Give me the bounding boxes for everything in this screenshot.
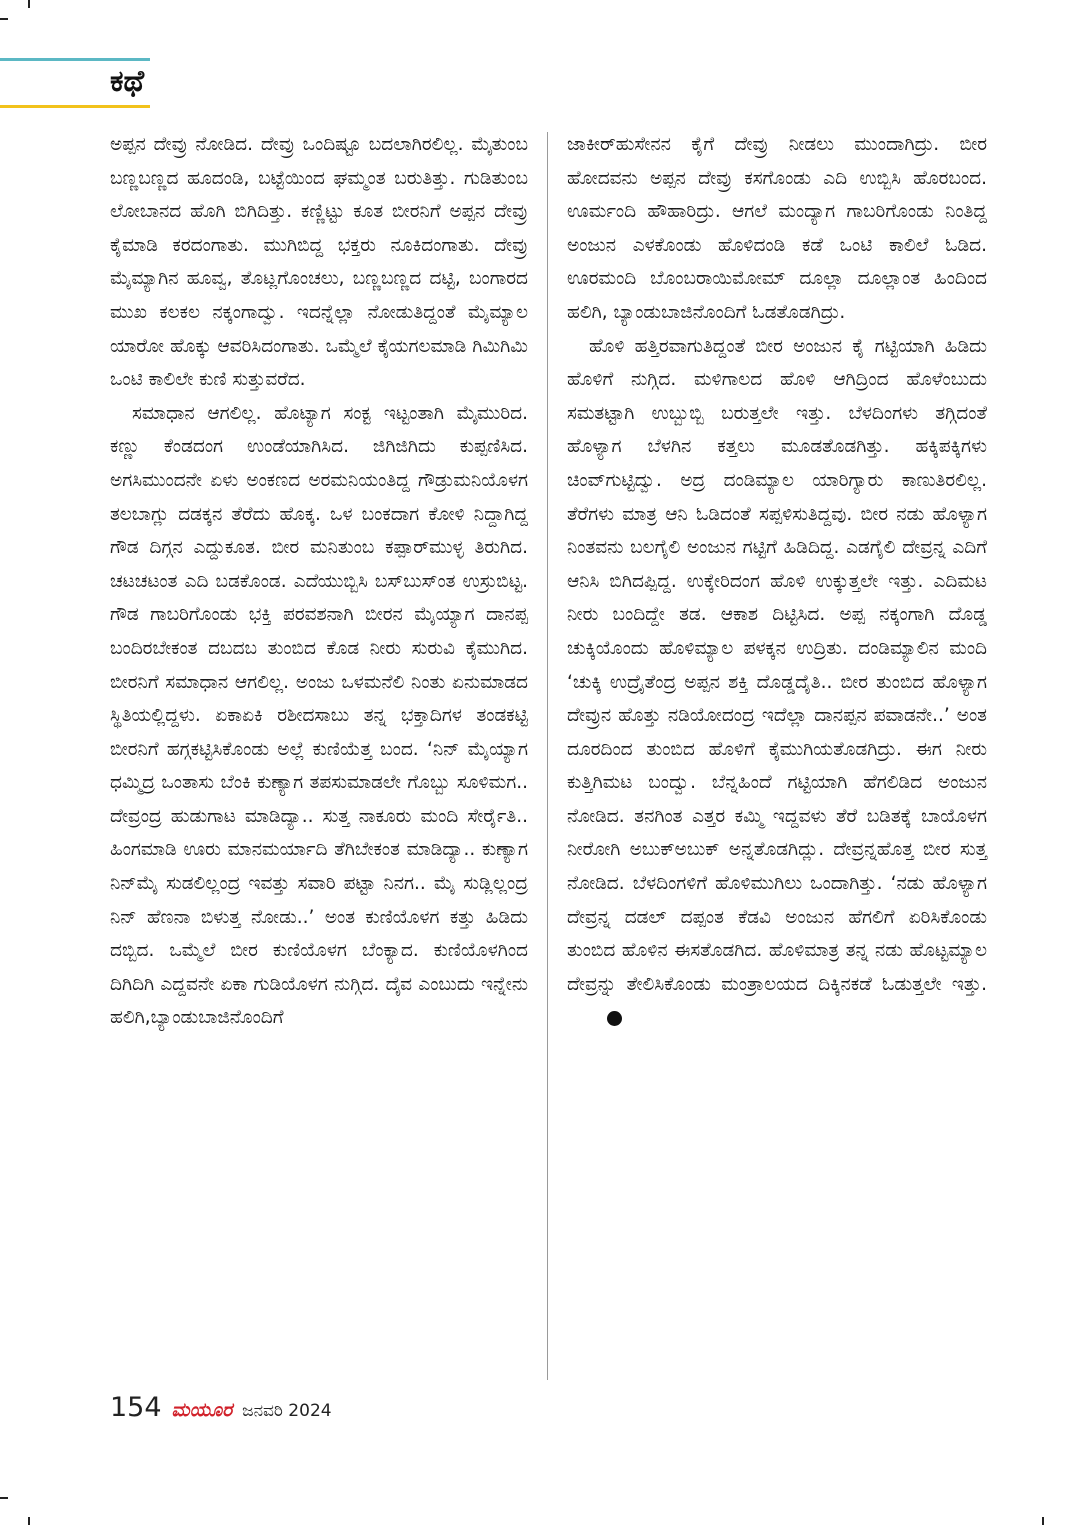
page-footer xyxy=(110,1392,332,1428)
section-title: ಕಥೆ xyxy=(110,64,145,99)
crop-mark xyxy=(28,0,30,8)
right-paragraph-2-text: ಹೊಳಿ ಹತ್ತಿರವಾಗುತಿದ್ದಂತೆ ಬೀರ ಅಂಜುನ ಕೈ ಗಟ್ಟಿಯಾಗಿ ಹಿಡಿದು ಹೊಳಿಗೆ ನುಗ್ಗಿದ. ಮಳಿಗಾಲದ ಹೊಳಿ ಆಗಿದ್ರಿಂದ ಹೊಳೆಂಬುದು ಸಮತಟ್ಟಾಗಿ ಉಬ್ಬುಬ್ಬಿ ಬರುತ್ತಲೇ ಇತ್ತು. ಬೆಳದಿಂಗಳು ತಗ್ಗಿದಂತೆ ಹೊಳ್ಯಾಗ ಬೆಳಗಿನ ಕತ್ತಲು ಮೂಡತೊಡಗಿತ್ತು. ಹಕ್ಕಿಪಕ್ಕಿಗಳು ಚಿಂವ್‌ಗುಟ್ಟಿದ್ವು. ಅದ್ರ ದಂಡಿಮ್ಯಾಲ ಯಾರಿಗ್ಯಾರು ಕಾಣುತಿರಲಿಲ್ಲ. ತೆರೆಗಳು ಮಾತ್ರ ಆನಿ ಓಡಿದಂತೆ ಸಪ್ಪಳಿಸುತಿದ್ದವು. ಬೀರ ನಡು ಹೊಳ್ಯಾಗ ನಿಂತವನು ಬಲಗೈಲಿ ಅಂಜುನ ಗಟ್ಟಿಗೆ ಹಿಡಿದಿದ್ದ. ಎಡಗೈಲಿ ದೇವ್ರನ್ನ ಎದಿಗೆ ಆನಿಸಿ ಬಿಗಿದಪ್ಪಿದ್ದ. ಉಕ್ಕೇರಿದಂಗ ಹೊಳಿ ಉಕ್ಕುತ್ತಲೇ ಇತ್ತು. ಎದಿಮಟ ನೀರು ಬಂದಿದ್ದೇ ತಡ. ಆಕಾಶ ದಿಟ್ಟಿಸಿದ. ಅಪ್ಪ ನಕ್ಕಂಗಾಗಿ ದೊಡ್ಡ ಚುಕ್ಕಿಯೊಂದು ಹೊಳಿಮ್ಯಾಲ ಪಳಕ್ಕನ ಉದ್ರಿತು. ದಂಡಿಮ್ಯಾಲಿನ ಮಂದಿ ‘ಚುಕ್ಕಿ ಉದ್ರೈತೆಂದ್ರ ಅಪ್ಪನ ಶಕ್ತಿ ದೊಡ್ಡದೈತಿ.. ಬೀರ ತುಂಬಿದ ಹೊಳ್ಯಾಗ ದೇವ್ರುನ ಹೊತ್ತು ನಡಿಯೋದಂದ್ರ ಇದೆಲ್ಲಾ ದಾನಪ್ಪನ ಪವಾಡನೇ..’ ಅಂತ ದೂರದಿಂದ ತುಂಬಿದ ಹೊಳಿಗೆ ಕೈಮುಗಿಯತೊಡಗಿದ್ರು. ಈಗ ನೀರು ಕುತ್ತಿಗಿಮಟ ಬಂದ್ವು. ಬೆನ್ನಹಿಂದೆ ಗಟ್ಟಿಯಾಗಿ ಹೆಗಲಿಡಿದ ಅಂಜುನ ನೋಡಿದ. ತನಗಿಂತ ಎತ್ತರ ಕಮ್ಮಿ ಇದ್ದವಳು ತೆರೆ ಬಡಿತಕ್ಕೆ ಬಾಯೊಳಗ ನೀರೋಗಿ ಅಬುಕ್‌ಅಬುಕ್ ಅನ್ನತೊಡಗಿದ್ಲು. ದೇವ್ರನ್ನಹೊತ್ತ ಬೀರ ಸುತ್ತ ನೋಡಿದ. ಬೆಳದಿಂಗಳಿಗೆ ಹೊಳಿಮುಗಿಲು ಒಂದಾಗಿತ್ತು. ‘ನಡು ಹೊಳ್ಯಾಗ ದೇವ್ರನ್ನ ದಡಲ್ ದಪ್ಪಂತ ಕೆಡವಿ ಅಂಜುನ ಹೆಗಲಿಗೆ ಏರಿಸಿಕೊಂಡು ತುಂಬಿದ ಹೊಳಿನ ಈಸತೊಡಗಿದ. ಹೊಳಿಮಾತ್ರ ತನ್ನ ನಡು ಹೊಟ್ಟಮ್ಯಾಲ ದೇವ್ರನ್ನು ತೇಲಿಸಿಕೊಂಡು ಮಂತ್ರಾಲಯದ ದಿಕ್ಕಿನಕಡೆ ಓಡುತ್ತಲೇ ಇತ್ತು. xyxy=(567,335,987,995)
issue-date: ಜನವರಿ 2024 xyxy=(242,1401,332,1421)
crop-mark xyxy=(0,1497,8,1499)
right-column xyxy=(567,128,987,1035)
magazine-logo: ಮಯೂರ xyxy=(171,1399,233,1421)
left-paragraph-2: ಸಮಾಧಾನ ಆಗಲಿಲ್ಲ. ಹೊಟ್ಯಾಗ ಸಂಕ್ಟ ಇಟ್ಟಂತಾಗಿ ಮೈಮುರಿದ. ಕಣ್ಣು ಕೆಂಡದಂಗ ಉಂಡೆಯಾಗಿಸಿದ. ಜಿಗಿಜಿಗಿದು ಕುಪ್ಪಣಿಸಿದ. ಅಗಸಿಮುಂದನೇ ಏಳು ಅಂಕಣದ ಅರಮನಿಯಂತಿದ್ದ ಗೌಡ್ರುಮನಿಯೊಳಗ ತಲಬಾಗ್ಲು ದಡಕ್ಕನ ತೆರೆದು ಹೊಕ್ಕ. ಒಳ ಬಂಕದಾಗ ಕೋಳಿ ನಿದ್ದಾಗಿದ್ದ ಗೌಡ ದಿಗ್ಗನ ಎದ್ದುಕೂತ. ಬೀರ ಮನಿತುಂಬ ಕಪ್ಪಾರ್‌ಮುಳ್ಳ ತಿರುಗಿದ. ಚಟಚಟಂತ ಎದಿ ಬಡಕೊಂಡ. ಎದೆಯುಬ್ಬಿಸಿ ಬಸ್‌ಬುಸ್‌ಂತ ಉಸ್ರುಬಿಟ್ಟ. ಗೌಡ ಗಾಬರಿಗೊಂಡು ಭಕ್ತಿ ಪರವಶನಾಗಿ ಬೀರನ ಮೈಯ್ಯಾಗ ದಾನಪ್ಪ ಬಂದಿರಬೇಕಂತ ದಬದಬ ತುಂಬಿದ ಕೊಡ ನೀರು ಸುರುವಿ ಕೈಮುಗಿದ. ಬೀರನಿಗೆ ಸಮಾಧಾನ ಆಗಲಿಲ್ಲ. ಅಂಜು ಒಳಮನೆಲಿ ನಿಂತು ಏನುಮಾಡದ ಸ್ಥಿತಿಯಲ್ಲಿದ್ದಳು. ಏಕಾಏಕಿ ರಶೀದಸಾಬು ತನ್ನ ಭಕ್ತಾದಿಗಳ ತಂಡಕಟ್ಟಿ ಬೀರನಿಗೆ ಹಗ್ಗಕಟ್ಟಿಸಿಕೊಂಡು ಅಲ್ಲೆ ಕುಣಿಯೆತ್ತ ಬಂದ. ‘ನಿನ್ ಮೈಯ್ಯಾಗ ಧಮ್ಮಿದ್ರ ಒಂತಾಸು ಬೆಂಕಿ ಕುಣ್ಯಾಗ ತಪಸುಮಾಡಲೇ ಗೊಬ್ಬು ಸೂಳಿಮಗ.. ದೇವ್ರಂದ್ರ ಹುಡುಗಾಟ ಮಾಡಿದ್ಯಾ.. ಸುತ್ತ ನಾಕೂರು ಮಂದಿ ಸೇರ್ರೈತಿ.. ಹಿಂಗಮಾಡಿ ಊರು ಮಾನಮರ್ಯಾದಿ ತೆಗಿಬೇಕಂತ ಮಾಡಿದ್ಯಾ.. ಕುಣ್ಯಾಗ ನಿನ್‌ಮೈ ಸುಡಲಿಲ್ಲಂದ್ರ ಇವತ್ತು ಸವಾರಿ ಪಟ್ಟಾ ನಿನಗ.. ಮೈ ಸುಡ್ಲಿಲ್ಲಂದ್ರ ನಿನ್ ಹೆಣನಾ ಬಿಳುತ್ತ ನೋಡು..’ ಅಂತ ಕುಣಿಯೊಳಗ ಕತ್ತು ಹಿಡಿದು ದಬ್ಬಿದ. ಒಮ್ಮೆಲೆ ಬೀರ ಕುಣಿಯೊಳಗ ಬೆಂಕ್ಯಾದ. ಕುಣಿಯೊಳಗಿಂದ ದಿಗಿದಿಗಿ ಎದ್ದವನೇ ಏಕಾ ಗುಡಿಯೊಳಗ ನುಗ್ಗಿದ. ದೈವ ಎಂಬುದು ಇನ್ನೇನು ಹಲಿಗಿ,ಬ್ಯಾಂಡುಬಾಜಿನೊಂದಿಗೆ xyxy=(110,402,528,1029)
crop-mark xyxy=(1042,1517,1044,1525)
column-divider xyxy=(547,132,548,1380)
left-column xyxy=(110,128,528,1035)
section-rule-bottom xyxy=(0,105,150,108)
section-rule-top xyxy=(0,58,150,61)
left-paragraph-1: ಅಪ್ಪನ ದೇವ್ರು ನೋಡಿದ. ದೇವ್ರು ಒಂದಿಷ್ಟೂ ಬದಲಾಗಿರಲಿಲ್ಲ. ಮೈತುಂಬ ಬಣ್ಣಬಣ್ಣದ ಹೂದಂಡಿ, ಬಟ್ಟೆಯಿಂದ ಘಮ್ಮಂತ ಬರುತಿತ್ತು. ಗುಡಿತುಂಬ ಲೋಬಾನದ ಹೊಗಿ ಬಿಗಿದಿತ್ತು. ಕಣ್ಣಿಟ್ಟು ಕೂತ ಬೀರನಿಗೆ ಅಪ್ಪನ ದೇವ್ರು ಕೈಮಾಡಿ ಕರದಂಗಾತು. ಮುಗಿಬಿದ್ದ ಭಕ್ತರು ನೂಕಿದಂಗಾತು. ದೇವ್ರು ಮೈಮ್ಯಾಗಿನ ಹೂವ್ವ, ತೊಟ್ಲಗೊಂಚಲು, ಬಣ್ಣಬಣ್ಣದ ದಟ್ಟಿ, ಬಂಗಾರದ ಮುಖ ಕಲಕಲ ನಕ್ಕಂಗಾದ್ವು. ಇದನ್ನೆಲ್ಲಾ ನೋಡುತಿದ್ದಂತೆ ಮೈಮ್ಯಾಲ ಯಾರೋ ಹೊಕ್ಕು ಆವರಿಸಿದಂಗಾತು. ಒಮ್ಮೆಲೆ ಕೈಯಗಲಮಾಡಿ ಗಿಮಿಗಿಮಿ ಒಂಟಿ ಕಾಲಿಲೇ ಕುಣಿ ಸುತ್ತುವರೆದ. xyxy=(110,134,528,391)
crop-mark xyxy=(28,1517,30,1525)
crop-mark xyxy=(0,18,8,20)
right-paragraph-1: ಜಾಕೀರ್‌ಹುಸೇನನ ಕೈಗೆ ದೇವ್ರು ನೀಡಲು ಮುಂದಾಗಿದ್ರು. ಬೀರ ಹೋದವನು ಅಪ್ಪನ ದೇವ್ರು ಕಸಗೊಂಡು ಎದಿ ಉಬ್ಬಿಸಿ ಹೊರಬಂದ. ಊರ್ಮಂದಿ ಹೌಹಾರಿದ್ರು. ಆಗಲೆ ಮಂದ್ಯಾಗ ಗಾಬರಿಗೊಂಡು ನಿಂತಿದ್ದ ಅಂಜುನ ಎಳಕೊಂಡು ಹೊಳಿದಂಡಿ ಕಡೆ ಒಂಟಿ ಕಾಲಿಲೆ ಓಡಿದ. ಊರಮಂದಿ ಬೊಂಬರಾಯಿಮೋಮ್ ದೂಲ್ಲಾ ದೂಲ್ಲಾಂತ ಹಿಂದಿಂದ ಹಲಿಗಿ, ಬ್ಯಾಂಡುಬಾಜಿನೊಂದಿಗೆ ಓಡತೊಡಗಿದ್ರು. xyxy=(567,134,987,323)
end-of-story-icon xyxy=(607,1011,622,1026)
page-number: 154 xyxy=(110,1392,162,1423)
right-paragraph-2 xyxy=(567,330,987,1035)
